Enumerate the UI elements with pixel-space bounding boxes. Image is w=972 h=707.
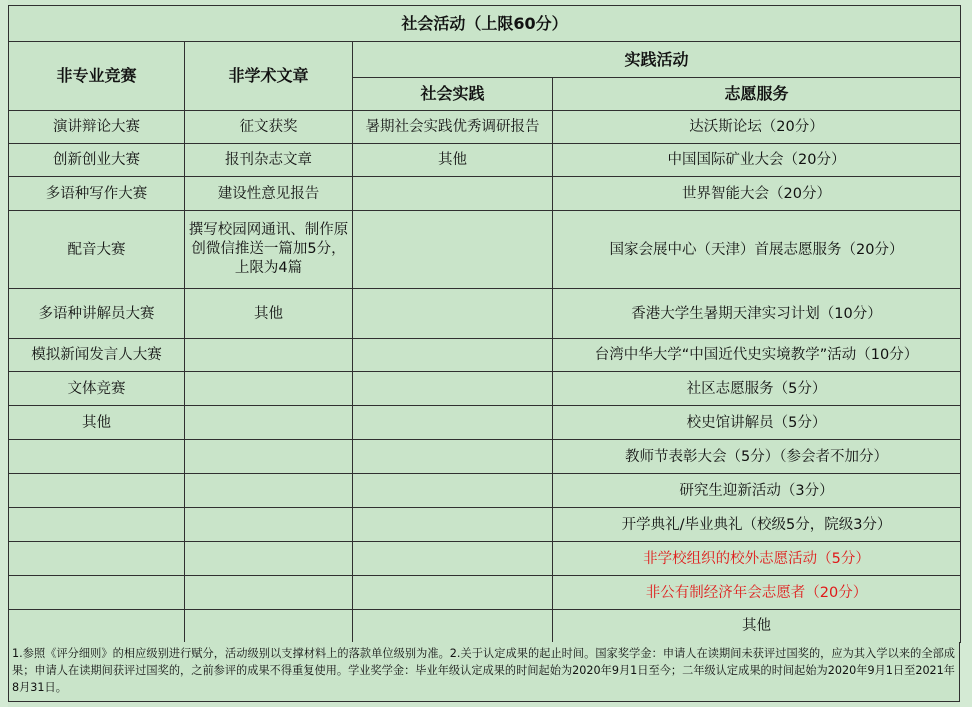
cell-volunteer-highlighted[interactable]: 非学校组织的校外志愿活动（5分） bbox=[553, 542, 961, 576]
cell-social-practice[interactable] bbox=[353, 576, 553, 610]
cell-volunteer[interactable]: 世界智能大会（20分） bbox=[553, 177, 961, 211]
cell-competition[interactable]: 配音大赛 bbox=[9, 211, 185, 289]
cell-article[interactable] bbox=[185, 508, 353, 542]
cell-volunteer[interactable]: 中国国际矿业大会（20分） bbox=[553, 144, 961, 177]
cell-social-practice[interactable] bbox=[353, 372, 553, 406]
cell-competition[interactable]: 多语种讲解员大赛 bbox=[9, 289, 185, 339]
cell-social-practice[interactable]: 暑期社会实践优秀调研报告 bbox=[353, 111, 553, 144]
cell-competition[interactable] bbox=[9, 474, 185, 508]
table-row bbox=[9, 339, 961, 372]
header-non-professional-competition: 非专业竞赛 bbox=[9, 42, 185, 111]
cell-article[interactable] bbox=[185, 474, 353, 508]
header-volunteer-service: 志愿服务 bbox=[553, 78, 961, 111]
cell-social-practice[interactable] bbox=[353, 440, 553, 474]
cell-volunteer[interactable]: 香港大学生暑期天津实习计划（10分） bbox=[553, 289, 961, 339]
cell-article[interactable] bbox=[185, 339, 353, 372]
table-row bbox=[9, 610, 961, 643]
cell-volunteer[interactable]: 教师节表彰大会（5分）（参会者不加分） bbox=[553, 440, 961, 474]
cell-competition[interactable] bbox=[9, 508, 185, 542]
cell-volunteer[interactable]: 社区志愿服务（5分） bbox=[553, 372, 961, 406]
cell-article[interactable]: 撰写校园网通讯、制作原创微信推送一篇加5分，上限为4篇 bbox=[185, 211, 353, 289]
activity-table bbox=[8, 5, 961, 643]
cell-article[interactable] bbox=[185, 372, 353, 406]
cell-volunteer[interactable]: 国家会展中心（天津）首展志愿服务（20分） bbox=[553, 211, 961, 289]
cell-volunteer[interactable]: 达沃斯论坛（20分） bbox=[553, 111, 961, 144]
table-title: 社会活动（上限60分） bbox=[9, 6, 961, 42]
cell-competition[interactable]: 文体竞赛 bbox=[9, 372, 185, 406]
cell-article[interactable] bbox=[185, 610, 353, 643]
cell-volunteer[interactable]: 其他 bbox=[553, 610, 961, 643]
table-row bbox=[9, 508, 961, 542]
cell-article[interactable]: 征文获奖 bbox=[185, 111, 353, 144]
cell-competition[interactable]: 多语种写作大赛 bbox=[9, 177, 185, 211]
cell-competition[interactable] bbox=[9, 576, 185, 610]
sheet-left-margin bbox=[0, 0, 8, 707]
cell-social-practice[interactable] bbox=[353, 339, 553, 372]
cell-article[interactable] bbox=[185, 576, 353, 610]
cell-social-practice[interactable]: 其他 bbox=[353, 144, 553, 177]
cell-social-practice[interactable] bbox=[353, 610, 553, 643]
cell-social-practice[interactable] bbox=[353, 406, 553, 440]
table-row bbox=[9, 289, 961, 339]
cell-social-practice[interactable] bbox=[353, 542, 553, 576]
cell-article[interactable]: 报刊杂志文章 bbox=[185, 144, 353, 177]
cell-volunteer[interactable]: 台湾中华大学“中国近代史实境教学”活动（10分） bbox=[553, 339, 961, 372]
table-row bbox=[9, 111, 961, 144]
cell-competition[interactable] bbox=[9, 440, 185, 474]
cell-article[interactable] bbox=[185, 440, 353, 474]
sheet-right-margin bbox=[960, 0, 972, 707]
header-social-practice: 社会实践 bbox=[353, 78, 553, 111]
header-practice-activities: 实践活动 bbox=[353, 42, 961, 78]
cell-social-practice[interactable] bbox=[353, 508, 553, 542]
table-row bbox=[9, 542, 961, 576]
table-row bbox=[9, 211, 961, 289]
cell-social-practice[interactable] bbox=[353, 474, 553, 508]
cell-volunteer[interactable]: 研究生迎新活动（3分） bbox=[553, 474, 961, 508]
cell-competition[interactable]: 其他 bbox=[9, 406, 185, 440]
cell-article[interactable]: 建设性意见报告 bbox=[185, 177, 353, 211]
cell-article[interactable]: 其他 bbox=[185, 289, 353, 339]
cell-social-practice[interactable] bbox=[353, 177, 553, 211]
cell-volunteer[interactable]: 开学典礼/毕业典礼（校级5分，院级3分） bbox=[553, 508, 961, 542]
table-row bbox=[9, 474, 961, 508]
cell-competition[interactable]: 模拟新闻发言人大赛 bbox=[9, 339, 185, 372]
table-row bbox=[9, 440, 961, 474]
table-row bbox=[9, 177, 961, 211]
cell-volunteer[interactable]: 校史馆讲解员（5分） bbox=[553, 406, 961, 440]
table-row bbox=[9, 576, 961, 610]
cell-social-practice[interactable] bbox=[353, 289, 553, 339]
table-row bbox=[9, 144, 961, 177]
table-row bbox=[9, 372, 961, 406]
notes-cell[interactable]: 1.参照《评分细则》的相应级别进行赋分，活动级别以支撑材料上的落款单位级别为准。2.关于认定成果的起止时间。国家奖学金：申请人在读期间未获评过国奖的，应为其入学以来的全部成果；申请人在读期间获评过国奖的，之前参评的成果不得重复使用。学业奖学金：毕业年级认定成果的时间起始为2020年9月1日至今；二年级认定成果的时间起始为2020年9月1日至2021年8月31日。 bbox=[8, 642, 960, 702]
cell-volunteer-highlighted[interactable]: 非公有制经济年会志愿者（20分） bbox=[553, 576, 961, 610]
table-row bbox=[9, 406, 961, 440]
cell-competition[interactable] bbox=[9, 610, 185, 643]
cell-social-practice[interactable] bbox=[353, 211, 553, 289]
cell-competition[interactable]: 创新创业大赛 bbox=[9, 144, 185, 177]
header-non-academic-article: 非学术文章 bbox=[185, 42, 353, 111]
cell-article[interactable] bbox=[185, 406, 353, 440]
cell-article[interactable] bbox=[185, 542, 353, 576]
cell-competition[interactable]: 演讲辩论大赛 bbox=[9, 111, 185, 144]
cell-competition[interactable] bbox=[9, 542, 185, 576]
